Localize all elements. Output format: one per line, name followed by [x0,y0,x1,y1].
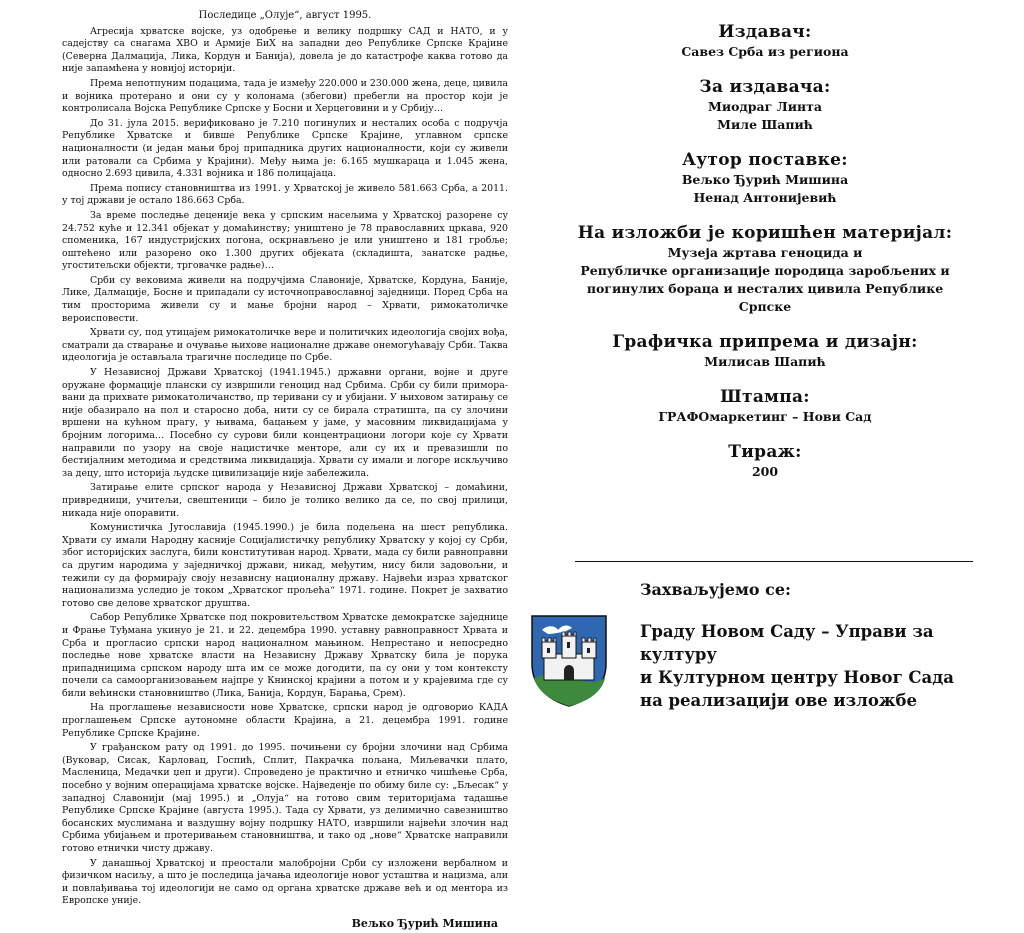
history-paragraph: На проглашење независности нове Хрватске, српски народ је одговорио КАДА проглашењем Српске аутономне области Крајина, а 21. децембра 1991. године Републике Српске Крајине. [62,702,508,739]
print-title: Штампа: [720,387,810,407]
for-publisher-section [560,77,970,134]
history-paragraph: У данашњој Хрватској и преостали малобројни Срби су изложени вербалном и физичком насиљу, а што је последица јачања идеологије новог усташтва и нацизма, али и повлађивања тој идеологији не само од органа хрватске државе већ и од ментора из Европске уније. [62,857,508,907]
design-title: Графичка припрема и дизајн: [612,332,918,352]
author-section [560,150,970,207]
history-text-column [62,10,508,933]
author-title: Аутор поставке: [682,150,848,170]
thanks-text [640,620,980,712]
thanks-title: Захваљујемо се: [640,580,791,599]
print-run-value: 200 [751,464,779,479]
section-divider [575,561,973,562]
material-line: Републичке организације породица заробљених и [580,263,950,278]
print-run-title: Тираж: [728,442,802,462]
history-paragraph: Затирање елите српског народа у Независној Држави Хрватској – домаћини, привредници, учитељи, свештеници – било је толико велико да се, по свој прилици, никада није опоравити. [62,482,508,519]
author-name: Ненад Антонијевић [693,190,837,205]
for-publisher-name: Миле Шапић [717,117,813,132]
history-paragraph: У Независној Држави Хрватској (1941.1945.) државни органи, војне и друге оружане формације плански су извршили геноцид над Србима. Срби су били приморавани да прихвате римокатоличанство, пр теривани су и убијани. У њиховом затирању се није обазирало на пол и старосно доба, нити су се бирала стратишта, па су злочини вршени на кућном прагу, у њивама, бацањем у јаме, у масовним ликвидацијама у бројним логорима… Посебно су сурови били концентрациони логори које су Хрвати направили по узору на своје нацистичке менторе, али су их и превазишли по бестијалним методима и средствима ликвидација. Хрвати су имали и логоре искључиво за децу, што историја људске цивилизације није забележила. [62,367,508,479]
novi-sad-coat-of-arms-icon [528,612,610,708]
material-line: Музеја жртава геноцида и [667,245,863,260]
publisher-section [560,22,970,61]
material-title: На изложби је коришћен материјал: [577,223,953,243]
print-section [560,387,970,426]
history-paragraph: До 31. јула 2015. верификовано је 7.210 погинулих и несталих особа с подручја Републике Хрватске и бивше Републике Српске Крајине, углавном српске националности (и један мањи број припадника других националности, који су живели или ратовали са Србима у Крајини). Међу њима је: 6.165 мушкараца и 1.045 жена, односно 2.693 цивила, 4.331 војника и 186 полицајаца. [62,117,508,180]
publisher-title: Издавач: [718,22,812,42]
history-paragraph: У грађанском рату од 1991. до 1995. почињени су бројни злочини над Србима (Вуковар, Сисак, Карловац, Госпић, Сплит, Пакрачка пољана, Миљевачки плато, Масленица, Медачки џеп и други). Спроведено је практично и етничко чишћење Срба, посебно у војним операцијама хрватске војске. Најведенје по обиму биле су: „Бљесак“ у западној Славонији (мај 1995.) и „Олуја“ на готово свим територијама тадашње Републике Српске Крајине (августа 1995.). Тада су Хрвати, уз делимично савезништво босанских муслимана и ваздушну војну подршку НАТО, извршили највећи злочин над Србима убијањем и протеривањем становништва, и тако од „нове“ Хрватске направили готово етнички чисту државу. [62,742,508,854]
history-paragraph: Према непотпуним подацима, тада је између 220.000 и 230.000 жена, деце, цивила и војника протерано и они су у колонама (збегови) пребегли на простор који је контролисала Војска Републике Српске у Босни и Херцеговини и у Србију… [62,77,508,115]
history-paragraph: Према попису становништва из 1991. у Хрватској је живело 581.663 Срба, а 2011. у тој држави је остало 186.663 Срба. [62,182,508,207]
designer-name: Милисав Шапић [704,354,826,369]
publisher-name: Савез Срба из региона [681,44,849,59]
history-paragraph: Комунистичка Југославија (1945.1990.) је била подељена на шест република. Хрвати су имали Народну касније Социјалистичку републику Хрватску у којој су Срби, због историјских заслуга, били конститутиван народ. Хрвати, мада су били равноправни са другим народима у заједничкој држави, никад, међутим, нису били задовољни, и тежили су да формирају своју независну националну државу. Највећи израз хрватског национализма уследио је током „Хрватског прољећа“ 1971. године. Покрет је захватио готово све делове хрватског друштва. [62,522,508,609]
author-signature: Вељко Ђурић Мишина [351,916,498,930]
history-paragraph: Агресија хрватске војске, уз одобрење и велику подршку САД и НАТО, и у садејству са снагама ХВО и Армије БиХ на западни део Републике Српске Крајине (Северна Далмација, Лика, Кордун и Банија), довела је до катастрофе каква готово да није запамћена у новијој историји. [62,25,508,75]
history-paragraph: Срби су вековима живели на подручјима Славоније, Хрватске, Кордуна, Баније, Лике, Далмације, Босне и припадали су источноправославној заједници. Поред Срба на тим просторима живели су и мање бројни народ – Хрвати, римокатоличке вероисповести. [62,274,508,324]
material-line: погинулих бораца и несталих цивила Републике Српске [586,281,944,314]
thanks-line: Граду Новом Саду – Управи за културу [640,622,934,664]
history-paragraph: Сабор Републике Хрватске под покровитељством Хрватске демократске заједнице и Фрање Туђмана укинуо је 21. и 22. децембра 1990. уставну равноправност Хрвата и Срба и прогласио српски народ националном мањином. Непрестано и непосредно последње нове хрватске власти на Независну Државу Хрватску била је порука припадницима српском народу шта им се може догодити, па су они у том контексту почели са самоорганизовањем најпре у Книнској крајини а потом и у крајевима где су били већински становништво (Лика, Банија, Кордун, Барања, Срем). [62,612,508,699]
for-publisher-name: Миодраг Линта [708,99,822,114]
thanks-line: и Културном центру Новог Сада [640,668,954,687]
history-paragraph: Хрвати су, под утицајем римокатоличке вере и политичких идеологија својих вођа, сматрали да стварање и очување њихове националне државе онемогућавају Срби. Таква идеологија је остављала трагичне последице по Србе. [62,327,508,364]
history-heading: Последице „Олује“, август 1995. [198,10,372,21]
print-run-section [560,442,970,481]
design-section [560,332,970,371]
history-paragraph: За време последње деценије века у српским насељима у Хрватској разорене су 24.752 куће и 12.341 објекат у домаћинству; уништено је 78 православних цркава, 920 споменика, 167 индустријских погона, оскрнављено је или уништено и 181 гробље; оштећено или разорено око 1.300 других објеката (складишта, занатске радње, угоститељски објекти, трговачке радње)… [62,209,508,272]
material-section [560,223,970,316]
thanks-line: на реализацији ове изложбе [640,691,917,710]
printer-name: ГРАФОмаркетинг – Нови Сад [658,409,872,424]
author-name: Вељко Ђурић Мишина [681,172,849,187]
for-publisher-title: За издавача: [699,77,831,97]
credits-column [560,22,970,497]
